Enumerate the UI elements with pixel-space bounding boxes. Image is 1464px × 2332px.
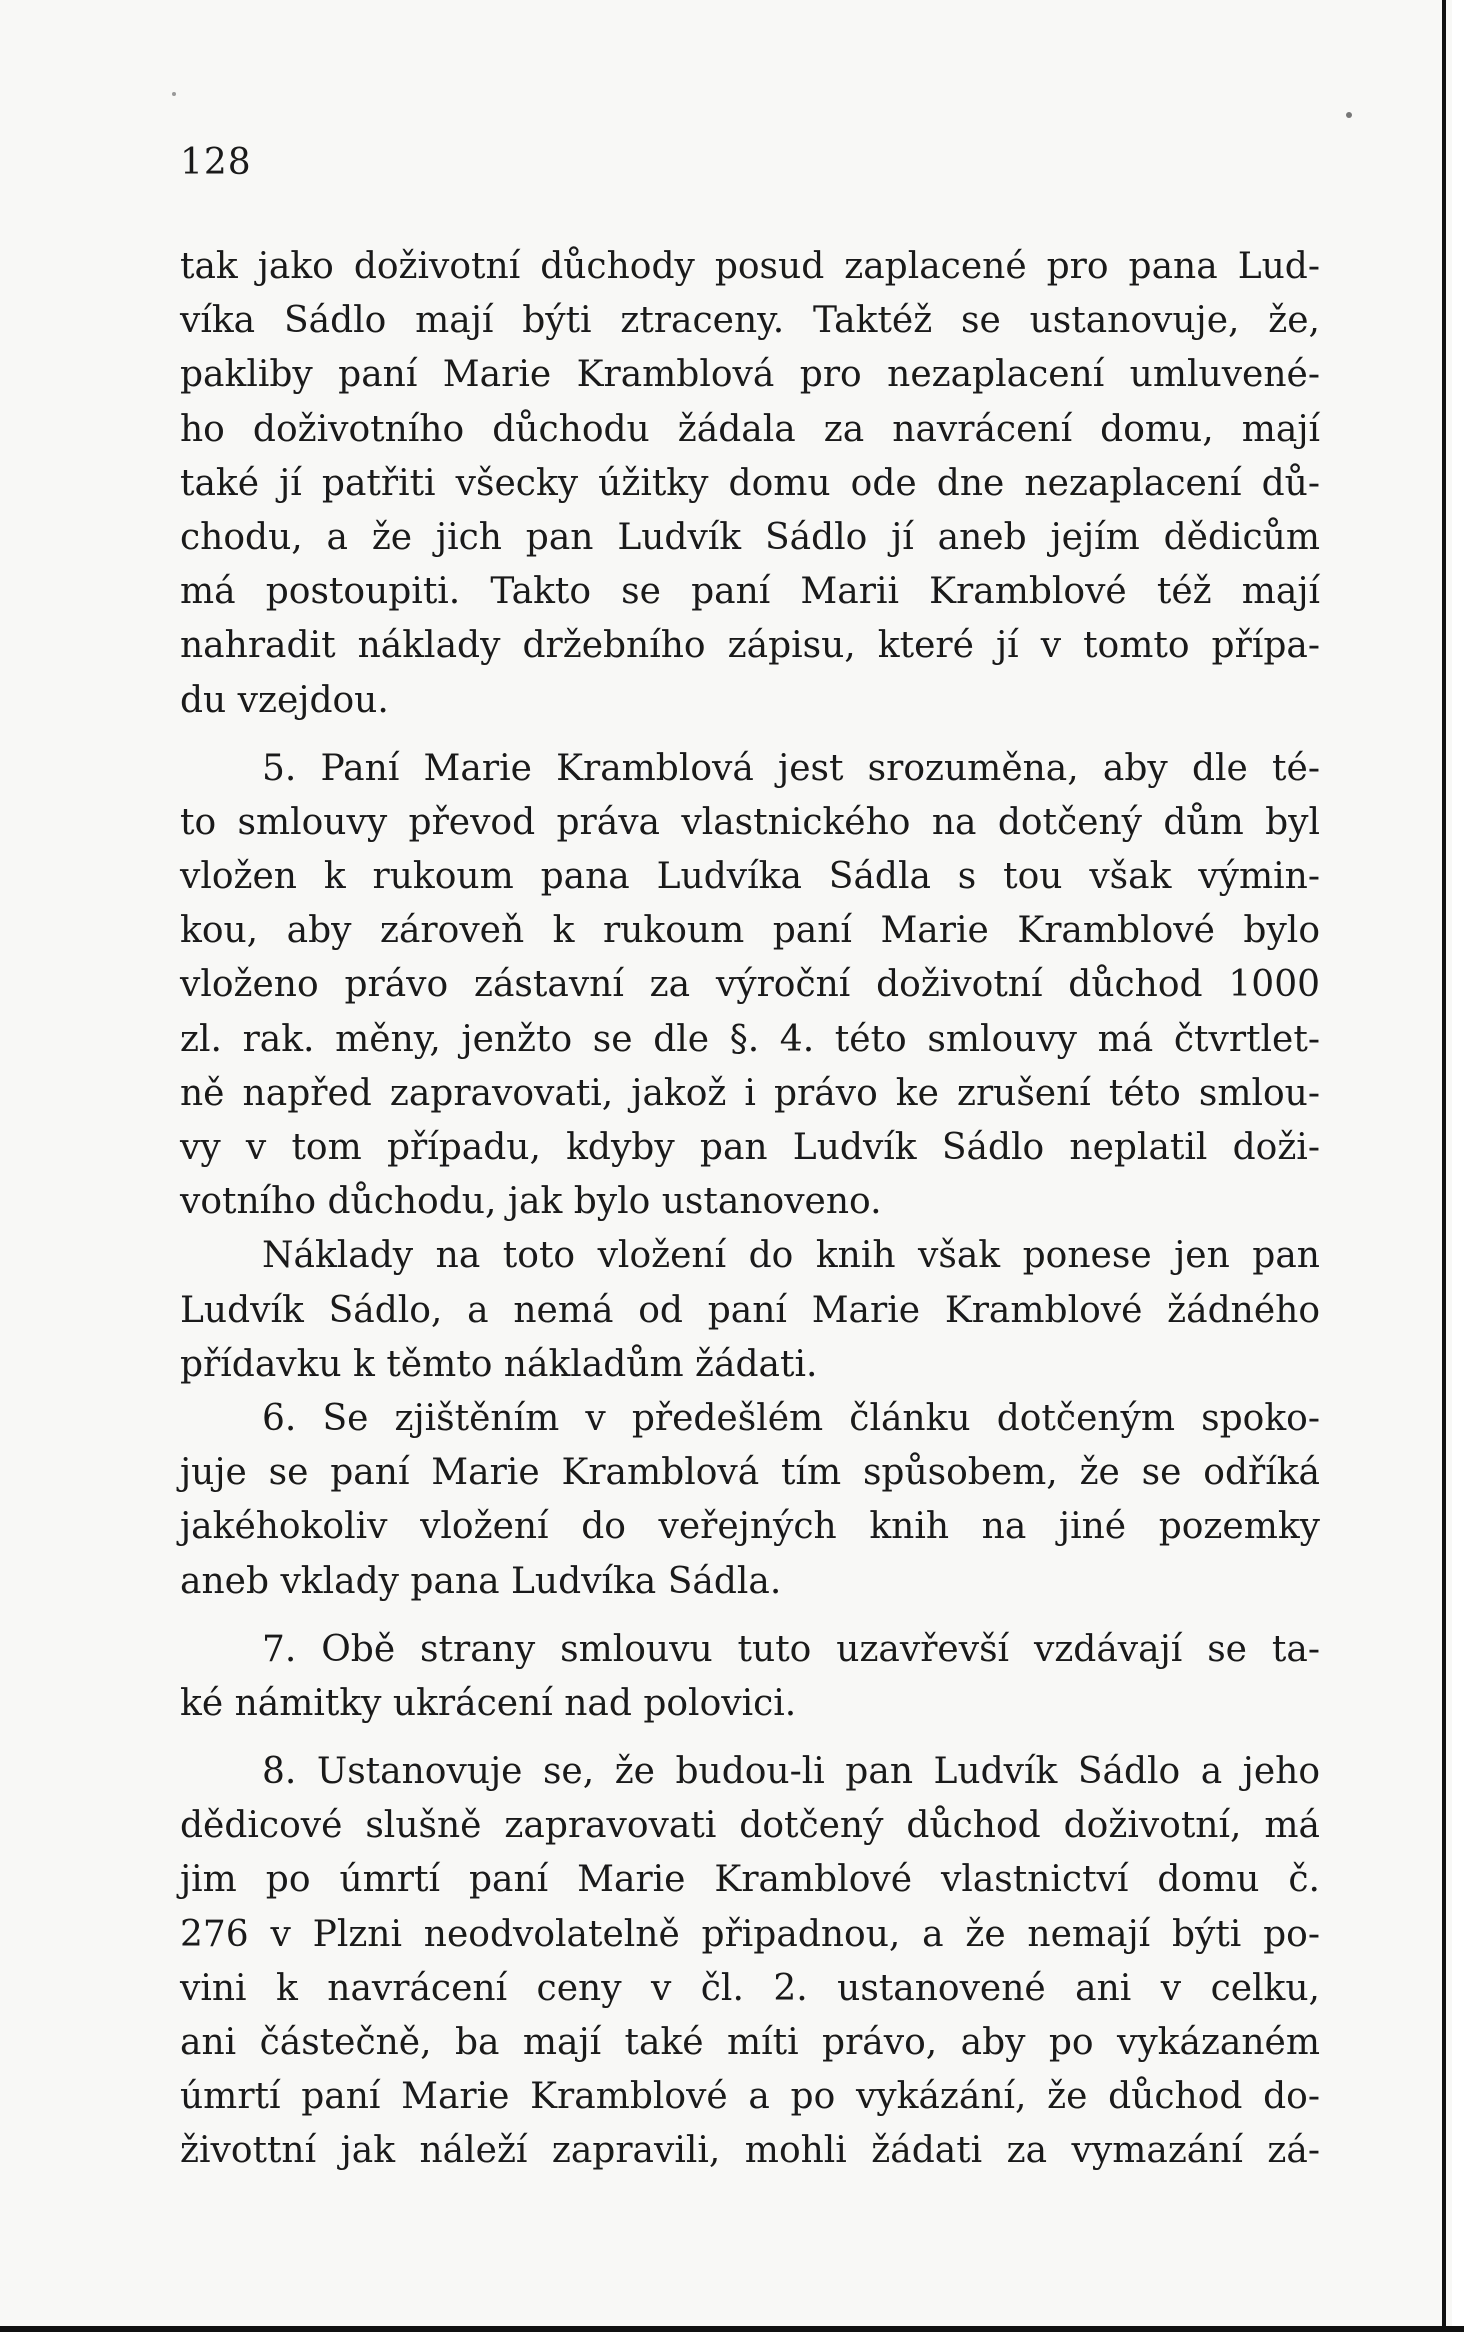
text-line: 6. Se zjištěním v předešlém článku dotčeným spoko-	[262, 1397, 1320, 1439]
page-edge-right	[1442, 0, 1446, 2332]
text-line: přídavku k těmto nákladům žádati.	[180, 1343, 818, 1385]
text-line: živottní jak náleží zapravili, mohli žádati za vymazání zá-	[180, 2130, 1320, 2172]
text-line: úmrtí paní Marie Kramblové a po vykázání, že důchod do-	[180, 2076, 1320, 2118]
body-text	[180, 240, 1320, 2179]
text-line: má postoupiti. Takto se paní Marii Kramblové též mají	[180, 571, 1320, 613]
page-number: 128	[180, 142, 252, 183]
text-line: nahradit náklady držebního zápisu, které jí v tomto přípa-	[180, 625, 1320, 667]
text-line: jakéhokoliv vložení do veřejných knih na jiné pozemky	[180, 1506, 1320, 1548]
text-line: 276 v Plzni neodvolatelně připadnou, a že nemají býti po-	[180, 1913, 1320, 1955]
text-line: chodu, a že jich pan Ludvík Sádlo jí aneb jejím dědicům	[180, 516, 1320, 558]
text-line: ani částečně, ba mají také míti právo, aby po vykázaném	[180, 2022, 1320, 2063]
text-line: dědicové slušně zapravovati dotčený důchod doživotní, má	[180, 1805, 1320, 1847]
text-line: 5. Paní Marie Kramblová jest srozuměna, aby dle té-	[262, 747, 1320, 789]
paragraph-gap	[180, 1731, 1320, 1745]
text-line: vloženo právo zástavní za výroční doživotní důchod 1000	[180, 964, 1320, 1006]
text-line: aneb vklady pana Ludvíka Sádla.	[180, 1560, 782, 1602]
text-line: to smlouvy převod práva vlastnického na dotčený dům byl	[180, 801, 1320, 843]
text-line: ké námitky ukrácení nad polovici.	[180, 1682, 797, 1724]
text-line: du vzejdou.	[180, 679, 389, 721]
text-line: juje se paní Marie Kramblová tím spůsobem, že se odříká	[180, 1452, 1320, 1494]
text-line: vy v tom případu, kdyby pan Ludvík Sádlo neplatil doži-	[180, 1127, 1320, 1168]
text-line: votního důchodu, jak bylo ustanoveno.	[180, 1181, 882, 1223]
text-line: ho doživotního důchodu žádala za navrácení domu, mají	[180, 408, 1320, 450]
paragraph-gap	[180, 1609, 1320, 1623]
page-edge-outer	[1452, 0, 1464, 2332]
text-line: 7. Obě strany smlouvu tuto uzavřevší vzdávají se ta-	[262, 1628, 1320, 1670]
text-line: také jí patřiti všecky úžitky domu ode dne nezaplacení dů-	[180, 462, 1320, 504]
text-line: ně napřed zapravovati, jakož i právo ke zrušení této smlou-	[180, 1072, 1320, 1114]
text-line: 8. Ustanovuje se, že budou-li pan Ludvík Sádlo a jeho	[262, 1751, 1320, 1793]
text-line: tak jako doživotní důchody posud zaplacené pro pana Lud-	[180, 246, 1320, 287]
text-line: vini k navrácení ceny v čl. 2. ustanovené ani v celku,	[180, 1967, 1320, 2009]
text-line: vložen k rukoum pana Ludvíka Sádla s tou však výmin-	[180, 856, 1320, 898]
text-line: Ludvík Sádlo, a nemá od paní Marie Kramblové žádného	[180, 1289, 1320, 1331]
text-line: víka Sádlo mají býti ztraceny. Taktéž se ustanovuje, že,	[180, 300, 1320, 342]
text-line: jim po úmrtí paní Marie Kramblové vlastnictví domu č.	[180, 1859, 1320, 1901]
speck-mark	[172, 92, 176, 96]
text-line: pakliby paní Marie Kramblová pro nezaplacení umluvené-	[180, 354, 1320, 396]
text-line: kou, aby zároveň k rukoum paní Marie Kramblové bylo	[180, 910, 1320, 952]
speck-mark	[1346, 112, 1352, 118]
page-edge-bottom	[0, 2326, 1464, 2332]
text-line: zl. rak. měny, jenžto se dle §. 4. této smlouvy má čtvrtlet-	[180, 1018, 1320, 1060]
paragraph-gap	[180, 728, 1320, 742]
text-line: Náklady na toto vložení do knih však ponese jen pan	[262, 1235, 1320, 1277]
